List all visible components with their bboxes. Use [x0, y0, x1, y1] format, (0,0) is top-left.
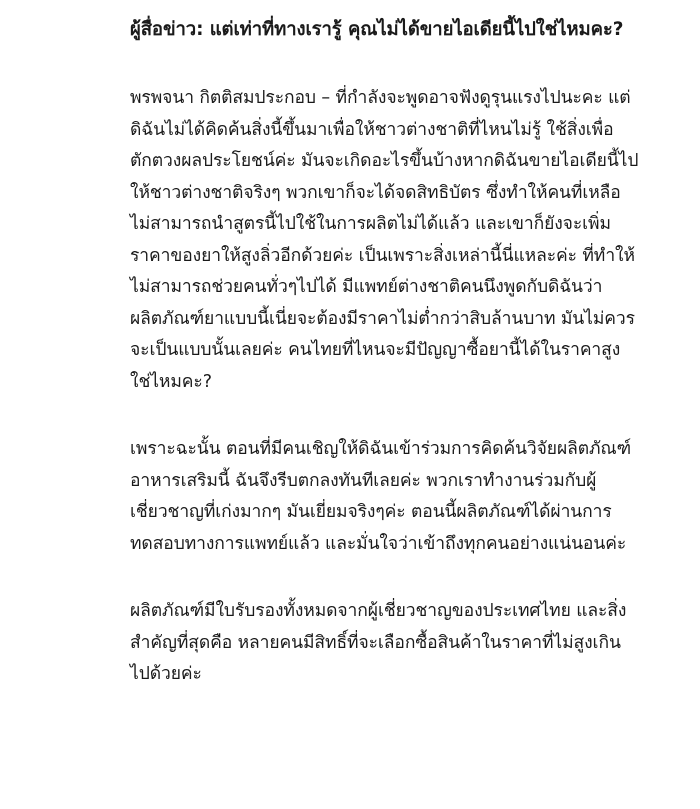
interview-question: ผู้สื่อข่าว: แต่เท่าที่ทางเรารู้ คุณไม่ได้ขายไอเดียนี้ไปใช่ไหมคะ? [130, 19, 624, 40]
answer-paragraph-3: ผลิตภัณฑ์มีใบรับรองทั้งหมดจากผู้เชี่ยวชาญของประเทศไทย และสิ่งสำคัญที่สุดคือ หลายคนมีสิทธิ์ที่จะเลือกซื้อสินค้าในราคาที่ไม่สูงเกินไปด้วยค่ะ [130, 601, 627, 684]
answer-paragraph-2: เพราะฉะนั้น ตอนที่มีคนเชิญให้ดิฉันเข้าร่วมการคิดค้นวิจัยผลิตภัณฑ์อาหารเสริมนี้ ฉันจึงรีบตกลงทันทีเลยค่ะ พวกเราทำงานร่วมกับผู้เชี่ยวชาญที่เก่งมากๆ มันเยี่ยมจริงๆค่ะ ตอนนี้ผลิตภัณฑ์ได้ผ่านการทดสอบทางการแพทย์แล้ว และมั่นใจว่าเข้าถึงทุกคนอย่างแน่นอนค่ะ [130, 439, 631, 554]
answer-paragraph-1: พรพจนา กิตติสมประกอบ – ที่กำลังจะพูดอาจฟังดูรุนแรงไปนะคะ แต่ดิฉันไม่ได้คิดค้นสิ่งนี้ขึ้นมาเพื่อให้ชาวต่างชาติที่ไหนไม่รู้ ใช้สิ่งเพื่อตักตวงผลประโยชน์ค่ะ มันจะเกิดอะไรขึ้นบ้างหากดิฉันขายไอเดียนี้ไปให้ชาวต่างชาติจริงๆ พวกเขาก็จะได้จดสิทธิบัตร ซึ่งทำให้คนที่เหลือไม่สามารถนำสูตรนี้ไปใช้ในการผลิตไม่ได้แล้ว และเขาก็ยังจะเพิ่มราคาของยาให้สูงลิ่วอีกด้วยค่ะ เป็นเพราะสิ่งเหล่านี้นี่แหละค่ะ ที่ทำให้ไม่สามารถช่วยคนทั่วๆไปได้ มีแพทย์ต่างชาติคนนึงพูดกับดิฉันว่า ผลิตภัณฑ์ยาแบบนี้เนี่ยจะต้องมีราคาไม่ต่ำกว่าสิบล้านบาท มันไม่ควรจะเป็นแบบนั้นเลยค่ะ คนไทยที่ไหนจะมีปัญญาซื้อยานี้ได้ในราคาสูงใช่ไหมคะ? [130, 88, 639, 392]
